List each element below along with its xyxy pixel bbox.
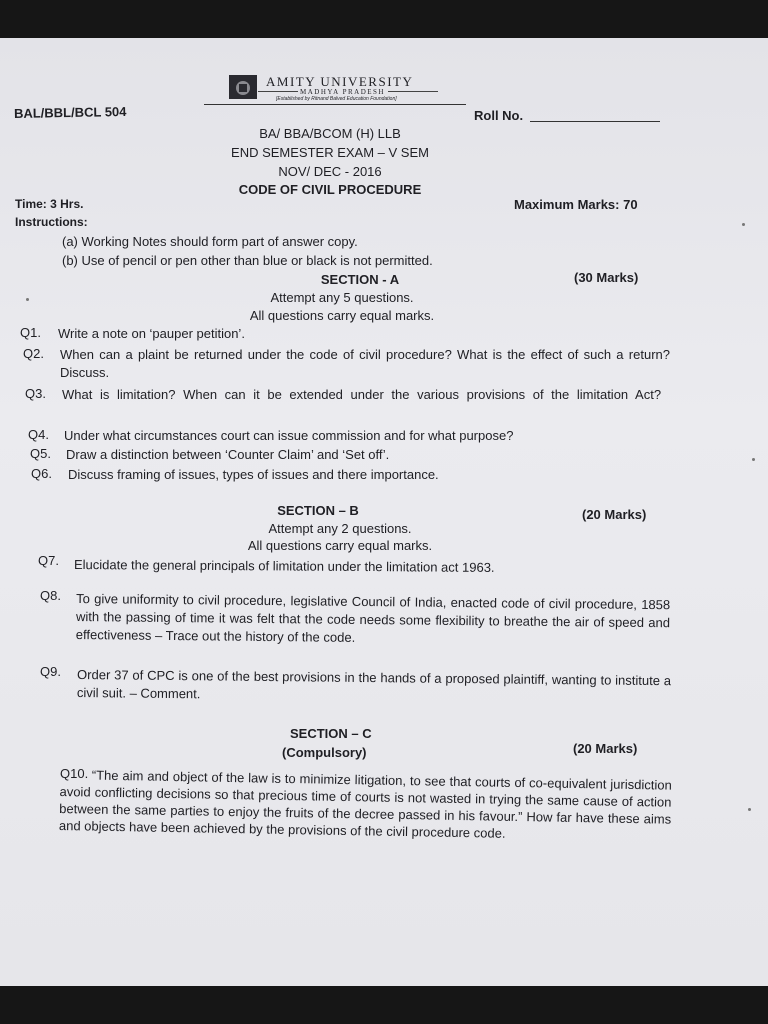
question-number: Q5. [30, 446, 51, 461]
section-b-instruction: All questions carry equal marks. [247, 538, 433, 553]
university-name: AMITY UNIVERSITY [266, 74, 414, 89]
question-text: Write a note on ‘pauper petition’. [58, 326, 245, 341]
paper-code: BAL/BBL/BCL 504 [13, 104, 127, 121]
university-logo [228, 74, 258, 100]
max-marks-label: Maximum Marks: 70 [514, 197, 638, 212]
time-label: Time: 3 Hrs. [15, 197, 84, 211]
section-a-instruction: All questions carry equal marks. [249, 308, 435, 323]
course-title: BA/ BBA/BCOM (H) LLB [259, 126, 401, 141]
section-c-marks: (20 Marks) [573, 741, 638, 756]
question-number: Q8. [40, 588, 61, 603]
question-text: Order 37 of CPC is one of the best provisions in the hands of a proposed plaintiff, wanting to institute a civil suit. – Comment. [76, 667, 672, 702]
question-text: To give uniformity to civil procedure, legislative Council of India, enacted code of civil procedure, 1858 with the passing of time it was felt that the code needs some flexibility to breathe the air of speed and effectiveness – Trace out the history of the code. [75, 591, 671, 645]
question-number: Q10. [60, 766, 89, 781]
question-text: Elucidate the general principals of limitation under the limitation act 1963. [73, 557, 495, 575]
section-b-title: SECTION – B [277, 503, 359, 518]
question-text: When can a plaint be returned under the code of civil procedure? What is the effect of such a return? Discuss. [60, 347, 670, 380]
question-number: Q7. [38, 553, 59, 568]
subject-title: CODE OF CIVIL PROCEDURE [238, 182, 422, 197]
paper-speck [748, 808, 751, 811]
question-text: Under what circumstances court can issue commission and for what purpose? [64, 428, 514, 443]
instruction-item: (b) Use of pencil or pen other than blue or black is not permitted. [62, 253, 433, 268]
paper-speck [742, 223, 745, 226]
section-b-instruction: Attempt any 2 questions. [268, 521, 412, 536]
roll-number-label: Roll No. [474, 108, 524, 123]
question-text: Discuss framing of issues, types of issues and there importance. [68, 467, 439, 482]
section-c-subtitle: (Compulsory) [282, 745, 367, 760]
paper-speck [752, 458, 755, 461]
question-text: What is limitation? When can it be extended under the various provisions of the limitation Act? [62, 387, 662, 402]
section-b-marks: (20 Marks) [582, 507, 647, 522]
section-a-marks: (30 Marks) [574, 270, 639, 285]
letterhead-rule [204, 104, 466, 105]
section-a-title: SECTION - A [320, 272, 400, 287]
exam-session: NOV/ DEC - 2016 [278, 164, 382, 179]
question-text: Draw a distinction between ‘Counter Claim’ and ‘Set off’. [66, 447, 390, 462]
question-number: Q4. [28, 427, 49, 442]
exam-title: END SEMESTER EXAM – V SEM [231, 145, 429, 160]
question-number: Q9. [40, 664, 61, 679]
exam-paper [0, 38, 768, 986]
university-established: [Established by Ritnand Balved Education Foundation] [276, 96, 397, 102]
question-number: Q2. [23, 346, 44, 361]
instruction-item: (a) Working Notes should form part of answer copy. [62, 234, 358, 249]
question-number: Q3. [25, 386, 46, 401]
question-text: “The aim and object of the law is to minimize litigation, to see that courts of co-equivalent jurisdiction avoid conflicting decisions so that precious time of courts is not wasted in trying the same cause of action between the same parties to enjoy the fruits of the decree passed in his favour.” How far have these aims and objects have been achieved by the provisions of the civil procedure code. [58, 767, 672, 841]
question-number: Q6. [31, 466, 52, 481]
section-a-instruction: Attempt any 5 questions. [270, 290, 414, 305]
paper-speck [26, 298, 29, 301]
section-c-title: SECTION – C [290, 726, 372, 741]
question-number: Q1. [20, 325, 41, 340]
university-state: MADHYA PRADESH [300, 88, 385, 96]
instructions-title: Instructions: [15, 215, 88, 229]
roll-number-blank [530, 121, 660, 122]
